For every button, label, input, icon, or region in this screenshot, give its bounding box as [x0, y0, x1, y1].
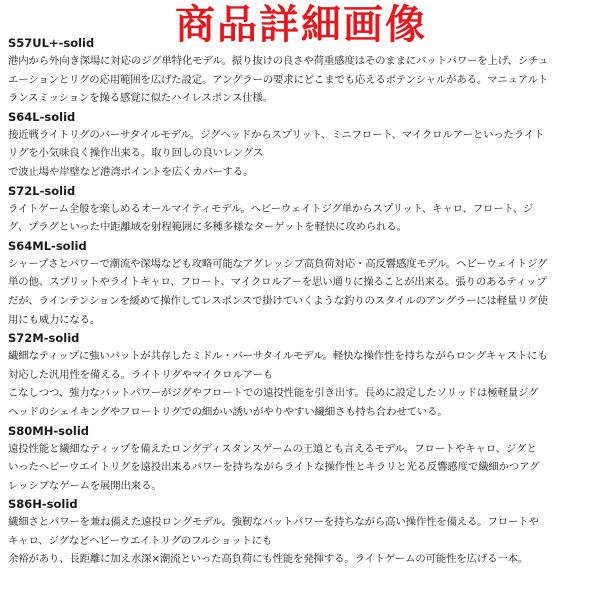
model-description-list [8, 34, 596, 569]
model-name: S86H-solid [8, 497, 78, 512]
description-line: こなしつつ、強力なバットパワーがジグやフロートでの遠投性能を引き出す。長めに設定したソリッドは極軽量ジグ [8, 387, 539, 400]
model-name: S64ML-solid [8, 238, 87, 253]
description-line: 単の他、スプリットやライトキャロ、フロート、マイクロルアーを思い通りに操ることが出来る。張りのあるティップ [8, 276, 547, 289]
description-line: だが、ラインテンションを緩めて操作してレスポンスで掛けていくような釣りのスタイルのアングラーには軽量リグ使 [8, 294, 548, 307]
description-line: グ、プラグといった中距離域を射程範囲に多種多様なターゲットを軽快に攻められる。 [8, 221, 407, 234]
description-line: キャロ、ジグなどヘビーウエイトリグのフルショットにも [8, 534, 273, 547]
model-name: S80MH-solid [8, 423, 89, 438]
description-line: 用にも威力になる。 [8, 313, 101, 326]
description-line: 接近戦ライトリグのバーサタイルモデル。ジグヘッドからスプリット、ミニフロート、マイクロルアーといったライト [8, 128, 545, 141]
description-line: シャープさとパワーで潮流や深場なども攻略可能なアグレッシブ高負荷対応・高反響感度モデル。ヘビーウェイトジグ [8, 257, 548, 270]
description-line: 遠投性能と繊細なティップを備えたロングディスタンスゲームの王道とも言えるモデル。フロートやキャロ、ジグと [8, 442, 537, 455]
model-name: S64L-solid [8, 109, 76, 124]
description-line: 余裕があり、長距離に加え水深×潮流といった高負荷にも性能を発揮する。ライトゲームの可能性を広げる一本。 [8, 553, 529, 566]
description-line: ランスミッションを操る感覚に似たハイレスポンス仕様。 [8, 92, 273, 105]
description-line: レッシブなゲームを展開出来る。 [8, 479, 162, 492]
model-section-s64ml [8, 237, 596, 329]
model-section-s64l [8, 108, 596, 182]
page-title: 商品詳細画像 [175, 2, 427, 48]
description-line: で波止場や岸壁など港湾ポイントを広くカバーする。 [8, 165, 254, 178]
model-name: S72L-solid [8, 183, 76, 198]
description-line: 対応した汎用性を備える。ライトリグやマイクロルアーも [8, 368, 274, 381]
model-name: S72M-solid [8, 331, 80, 346]
description-line: ヘッドのシェイキングやフロートリグでの細かい誘いがやりやすい繊細さも持ち合わせている。 [8, 405, 448, 418]
model-section-s72m [8, 329, 596, 421]
description-line: 繊細さとパワーを兼ね備えた遠投ロングモデル。強靭なバットパワーを持ちながら高い操作性を備える。フロートや [8, 516, 539, 529]
description-line: いったヘビーウエイトリグを遠投出来るパワーを持ちながらライトな操作性とキラリと光る反響感度で繊細かつアグ [8, 461, 540, 474]
model-section-s72l [8, 182, 596, 237]
description-line: エーションとリグの応用範囲を広げた設定。アングラーの要求にどこまでも応えるポテンシャルがある。マニュアルト [8, 73, 549, 86]
description-line: ライトゲーム全般を楽しめるオールマイティモデル。ヘビーウェイトジグ単からスプリット、キャロ、フロート、ジ [8, 202, 534, 215]
description-line: 港内から外向き深場に対応のジグ単特化モデル。振り抜けの良さや荷重感度はそのままにバットパワーを上げ、シチュ [8, 55, 549, 67]
model-name: S57UL+-solid [8, 36, 95, 50]
model-section-s57ul-plus [8, 34, 596, 108]
model-section-s80mh [8, 422, 596, 496]
description-line: リグを小気味良く操作出来る。取り回しの良いレングス [8, 147, 264, 160]
description-line: 繊細なティップに強いバットが共存したミドル・バーサタイルモデル。軽快な操作性を持ちながらロングキャストにも [8, 350, 548, 363]
model-section-s86h [8, 495, 596, 569]
